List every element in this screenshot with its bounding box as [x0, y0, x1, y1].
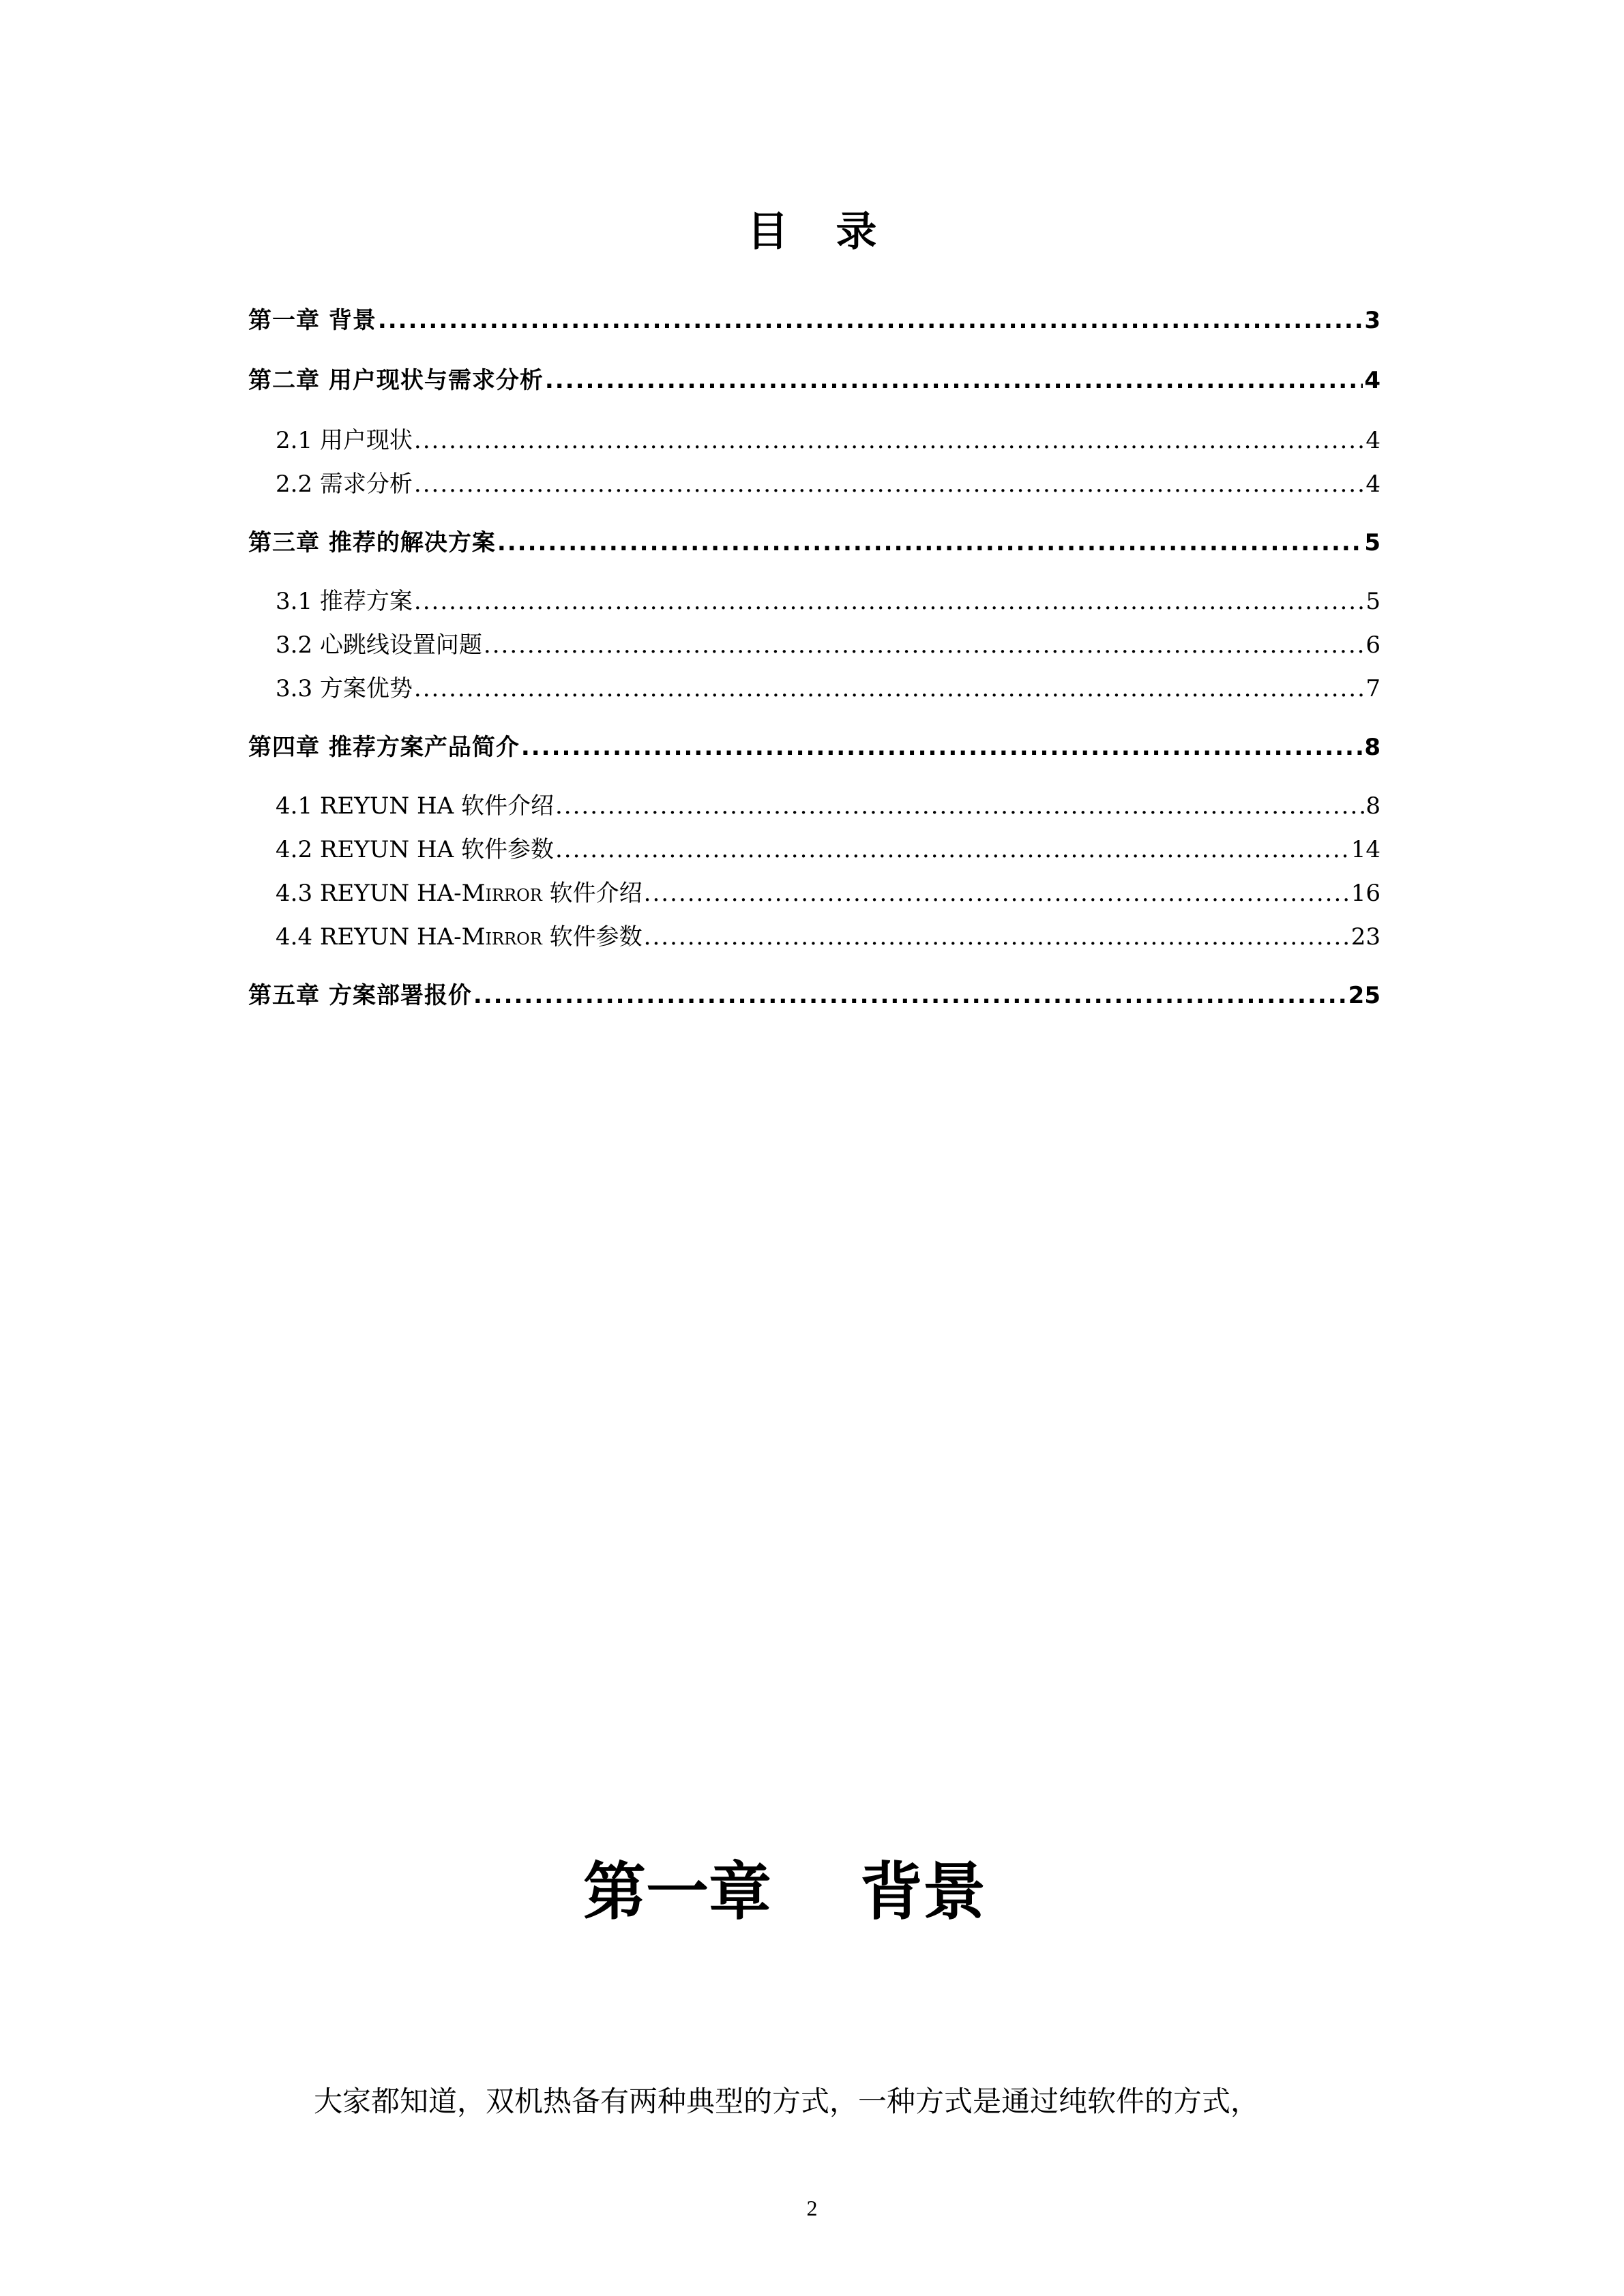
toc-entry-chapter-2[interactable] — [248, 366, 1381, 396]
toc-leader-dots — [378, 305, 1363, 336]
toc-entry-section-4-4[interactable] — [276, 922, 1381, 952]
toc-entry-label-suffix: 软件介绍 — [542, 880, 643, 907]
page-number: 2 — [806, 2196, 818, 2220]
toc-entry-label-smallcaps: Mirror — [461, 880, 542, 907]
body-paragraph: 大家都知道，双机热备有两种典型的方式，一种方式是通过纯软件的方式， — [314, 2085, 1260, 2118]
toc-entry-label: 第一章 背景 — [248, 307, 377, 334]
toc-entry-chapter-4[interactable] — [248, 732, 1381, 762]
toc-entry-section-4-3[interactable] — [276, 878, 1381, 908]
toc-entry-label: 第五章 方案部署报价 — [248, 982, 472, 1009]
toc-entry-label: 2.1 用户现状 — [276, 427, 413, 454]
toc-page-number: 8 — [1365, 792, 1381, 820]
toc-entry-label-smallcaps: Mirror — [461, 923, 542, 951]
toc-page-number: 4 — [1364, 367, 1381, 394]
chapter-heading — [0, 1855, 1569, 1930]
toc-entry-label-prefix: 4.4 REYUN HA- — [276, 923, 462, 951]
toc-entry-label-prefix: 4.3 REYUN HA- — [276, 880, 462, 907]
toc-page-number: 8 — [1364, 734, 1381, 761]
toc-entry-chapter-3[interactable] — [248, 528, 1381, 558]
toc-page-number: 25 — [1348, 982, 1381, 1009]
chapter-title: 背景 — [860, 1855, 986, 1928]
toc-leader-dots — [484, 630, 1364, 660]
toc-page-number: 5 — [1364, 529, 1381, 556]
toc-entry-section-4-1[interactable] — [276, 791, 1381, 821]
toc-entry-label — [276, 878, 643, 908]
toc-entry-label: 3.3 方案优势 — [276, 675, 413, 702]
toc-leader-dots — [644, 922, 1350, 952]
chapter-number: 第一章 — [582, 1855, 771, 1928]
toc-page-number: 4 — [1365, 471, 1381, 498]
toc-leader-dots — [473, 981, 1347, 1011]
toc-entry-label: 第二章 用户现状与需求分析 — [248, 367, 544, 394]
toc-page-number: 6 — [1365, 631, 1381, 659]
toc-page-number: 14 — [1350, 836, 1381, 863]
toc-leader-dots — [521, 732, 1363, 762]
toc-leader-dots — [545, 366, 1363, 396]
toc-entry-label — [276, 922, 643, 952]
toc-leader-dots — [414, 469, 1364, 499]
toc-entry-label: 4.2 REYUN HA 软件参数 — [276, 836, 554, 863]
toc-entry-label: 3.1 推荐方案 — [276, 588, 413, 615]
toc-entry-section-3-3[interactable] — [276, 674, 1381, 704]
toc-entry-label: 2.2 需求分析 — [276, 471, 413, 498]
toc-page-number: 3 — [1364, 307, 1381, 334]
toc-leader-dots — [414, 586, 1364, 616]
toc-leader-dots — [414, 426, 1364, 456]
toc-entry-section-3-1[interactable] — [276, 586, 1381, 616]
toc-entry-chapter-1[interactable] — [248, 305, 1381, 336]
toc-leader-dots — [497, 528, 1363, 558]
toc-entry-label: 3.2 心跳线设置问题 — [276, 631, 482, 659]
toc-page-number: 7 — [1365, 675, 1381, 702]
toc-entry-label-suffix: 软件参数 — [542, 923, 643, 951]
toc-page-number: 5 — [1365, 588, 1381, 615]
toc-entry-label: 第四章 推荐方案产品简介 — [248, 734, 520, 761]
toc-page-number: 23 — [1350, 923, 1381, 951]
toc-leader-dots — [414, 674, 1364, 704]
toc-leader-dots — [555, 835, 1350, 865]
toc-entry-section-2-2[interactable] — [276, 469, 1381, 499]
toc-entry-label: 第三章 推荐的解决方案 — [248, 529, 496, 556]
toc-entry-section-2-1[interactable] — [276, 426, 1381, 456]
toc-entry-section-4-2[interactable] — [276, 835, 1381, 865]
toc-entry-chapter-5[interactable] — [248, 981, 1381, 1011]
toc-page-number: 4 — [1365, 427, 1381, 454]
toc-title: 目录 — [747, 208, 925, 256]
toc-page-number: 16 — [1350, 880, 1381, 907]
toc-leader-dots — [555, 791, 1364, 821]
toc-entry-label: 4.1 REYUN HA 软件介绍 — [276, 792, 554, 820]
toc-leader-dots — [644, 878, 1350, 908]
toc-entry-section-3-2[interactable] — [276, 630, 1381, 660]
